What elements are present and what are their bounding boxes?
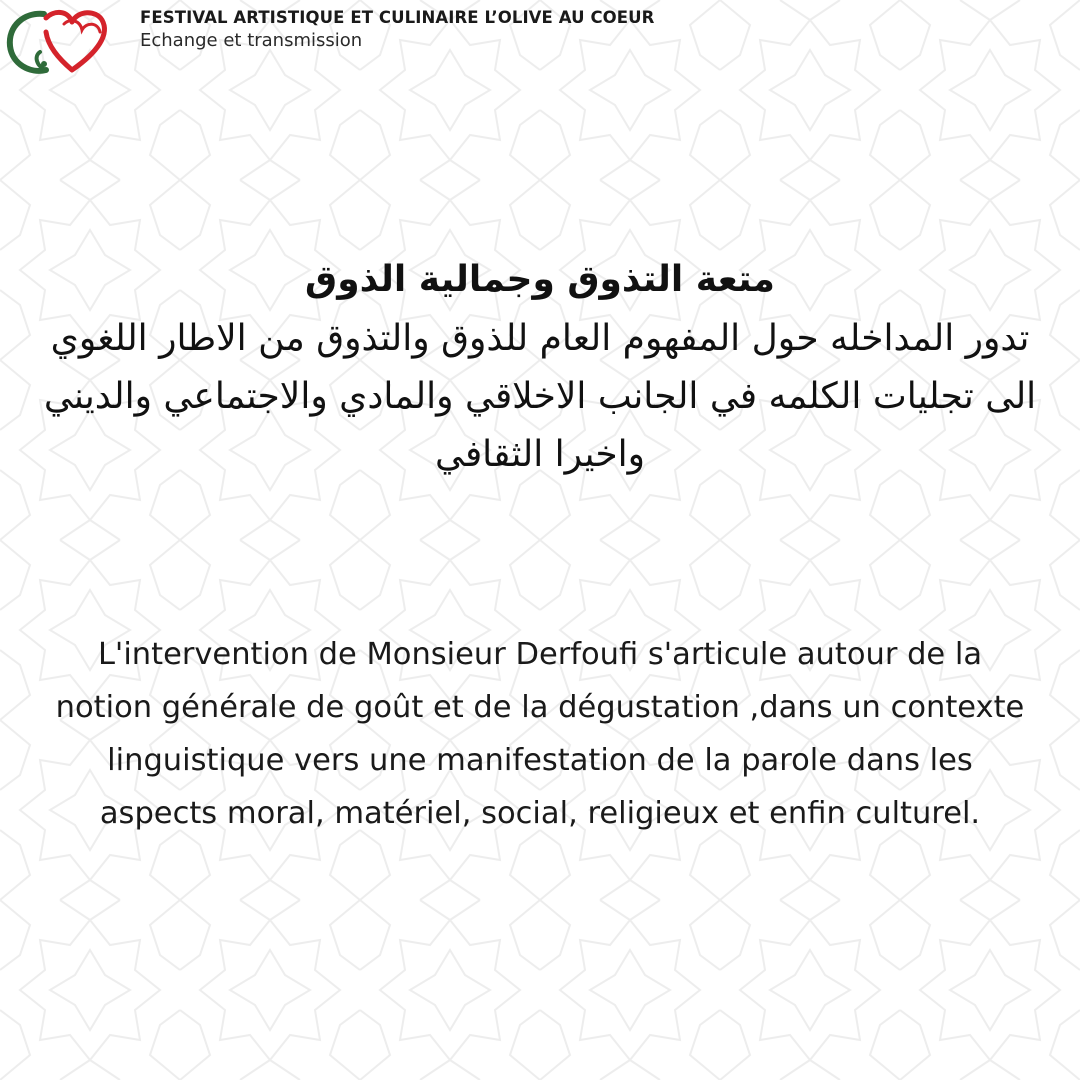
arabic-body: تدور المداخله حول المفهوم العام للذوق والتذوق من الاطار اللغوي الى تجليات الكلمه في الجانب الاخلاقي والمادي والاجتماعي والديني واخيرا الثقافي [43, 318, 1037, 475]
french-body: L'intervention de Monsieur Derfoufi s'articule autour de la notion générale de goût et de la dégustation ,dans un contexte linguistique vers une manifestation de la parole dans les aspects moral, matériel, social, religieux et enfin culturel. [55, 637, 1025, 831]
header-text [140, 7, 840, 53]
arabic-title: متعة التذوق وجمالية الذوق [305, 259, 775, 300]
french-text-block [50, 628, 1030, 840]
festival-title: FESTIVAL ARTISTIQUE ET CULINAIRE L’OLIVE AU COEUR [140, 8, 655, 27]
arabic-text-block [40, 250, 1040, 484]
heart-olive-logo-icon [6, 8, 118, 76]
header [0, 0, 1080, 80]
festival-subtitle: Echange et transmission [140, 30, 363, 51]
